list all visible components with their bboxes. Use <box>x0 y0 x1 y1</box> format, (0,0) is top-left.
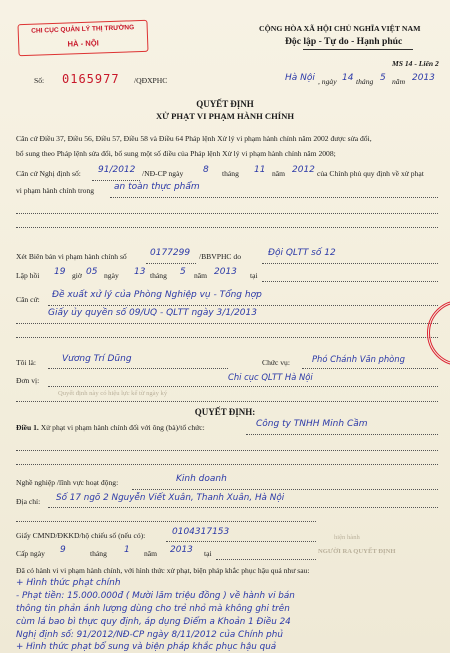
signer-name-label: Tôi là: <box>16 358 37 367</box>
agency-stamp <box>17 20 148 57</box>
date-place: Hà Nội <box>285 73 315 83</box>
handwritten-line-2: - Phạt tiền: 15.000.000đ ( Mười lăm triệu đồng ) về hành vi bán <box>16 591 295 601</box>
nation-title: CỘNG HÒA XÃ HỘI CHỦ NGHĨA VIỆT NAM <box>259 24 421 33</box>
motto: Độc lập - Tự do - Hạnh phúc <box>285 36 403 47</box>
number-suffix: /QĐXPHC <box>134 76 168 85</box>
decree-day: 8 <box>203 165 209 175</box>
motto-underline <box>303 49 413 50</box>
field-value: an toàn thực phẩm <box>114 182 200 192</box>
id-label: Giấy CMND/ĐKKD/hộ chiếu số (nếu có): <box>16 531 146 540</box>
faint-signer-heading: NGƯỜI RA QUYẾT ĐỊNH <box>318 548 396 555</box>
record-minute: 05 <box>86 267 98 277</box>
issue-year: 2013 <box>170 545 193 555</box>
signer-title: Phó Chánh Văn phòng <box>312 354 405 364</box>
stamp-line-2: HÀ - NỘI <box>67 38 99 49</box>
issue-month-label: tháng <box>90 549 107 558</box>
can-cu-line-2: Giấy ủy quyền số 09/UQ - QLTT ngày 3/1/2013 <box>48 308 257 318</box>
can-cu-line-1: Đề xuất xử lý của Phòng Nghiệp vụ - Tổng hợp <box>52 290 262 300</box>
issue-place-label: tại <box>204 549 212 558</box>
handwritten-line-4: cùm lá bao bì thực quy định, áp dụng Điểm a Khoản 1 Điều 24 <box>16 617 291 627</box>
date-day-label: , ngày <box>318 77 337 86</box>
id-value: 0104317153 <box>172 527 230 537</box>
record-year: 2013 <box>214 267 237 277</box>
place-label: tại <box>250 271 258 280</box>
month-label: tháng <box>150 271 167 280</box>
record-day: 13 <box>134 267 146 277</box>
date-year: 2013 <box>412 73 435 83</box>
signer-title-label: Chức vụ: <box>262 358 290 367</box>
decree-number: 91/2012 <box>98 165 136 175</box>
issue-year-label: năm <box>144 549 158 558</box>
basis-line-1: Căn cứ Điều 37, Điều 56, Điều 57, Điều 58 và Điều 64 Pháp lệnh Xử lý vi phạm hành chính năm 2002 được sửa đổi, <box>16 134 372 143</box>
date-year-label: năm <box>392 77 406 86</box>
date-day: 14 <box>342 73 354 83</box>
form-code: MS 14 - Liên 2 <box>392 59 439 68</box>
article-1-label: Điều 1. <box>16 423 39 432</box>
decree-year-label: năm <box>272 169 286 178</box>
issue-label: Cấp ngày <box>16 549 45 558</box>
record-label: Xét Biên bản vi phạm hành chính số <box>16 252 127 261</box>
faint-note-2: hiện hành <box>334 534 360 541</box>
date-month-label: tháng <box>356 77 374 86</box>
job-label: Nghề nghiệp /lĩnh vực hoạt động: <box>16 478 119 487</box>
stamp-line-1: CHI CỤC QUẢN LÝ THỊ TRƯỜNG <box>31 24 135 35</box>
basis-line-2: bổ sung theo Pháp lệnh sửa đổi, bổ sung một số điều của Pháp lệnh Xử lý vi phạm hành chính năm 2008; <box>16 149 336 158</box>
record-month: 5 <box>180 267 186 277</box>
can-cu-label: Căn cứ: <box>16 295 40 304</box>
year-label: năm <box>194 271 208 280</box>
decide-heading: QUYẾT ĐỊNH: <box>194 407 256 417</box>
decree-year: 2012 <box>292 165 315 175</box>
issue-day: 9 <box>60 545 66 555</box>
decree-tail: của Chính phủ quy định về xử phạt <box>317 169 424 178</box>
date-month: 5 <box>380 73 386 83</box>
address-value: Số 17 ngõ 2 Nguyễn Viết Xuân, Thanh Xuân, Hà Nội <box>56 493 285 503</box>
handwritten-line-1: + Hình thức phạt chính <box>16 578 121 588</box>
handwritten-line-6: + Hình thức phạt bổ sung và biện pháp khắc phục hậu quả <box>16 642 277 652</box>
job-value: Kinh doanh <box>176 474 227 484</box>
number-label: Số: <box>34 76 45 85</box>
record-number: 0177299 <box>150 248 191 258</box>
official-seal <box>427 300 450 366</box>
hour-label: giờ <box>72 271 82 280</box>
handwritten-line-5: Nghị định số: 91/2012/NĐ-CP ngày 8/11/2012 của Chính phủ <box>16 630 283 640</box>
issue-month: 1 <box>124 545 130 555</box>
decree-label: Căn cứ Nghị định số: <box>16 169 81 178</box>
signer-name: Vương Trí Dũng <box>62 354 132 364</box>
violator-org: Công ty TNHH Minh Cầm <box>256 419 368 429</box>
record-issuer: Đội QLTT số 12 <box>268 248 336 258</box>
article-1-text: Xử phạt vi phạm hành chính đối với ông (bà)/tổ chức: <box>40 423 205 432</box>
address-label: Địa chỉ: <box>16 497 41 506</box>
record-mid: /BBVPHC do <box>199 252 241 261</box>
signer-unit-label: Đơn vị: <box>16 376 40 385</box>
decision-number: 0165977 <box>62 72 120 86</box>
record-hour: 19 <box>54 267 66 277</box>
document-subtitle: XỬ PHẠT VI PHẠM HÀNH CHÍNH <box>155 111 295 121</box>
handwritten-line-3: thông tin phản ánh lượng dùng cho trẻ nhỏ mà không ghi trên <box>16 604 290 614</box>
decree-month-label: tháng <box>222 169 239 178</box>
decree-month: 11 <box>254 165 266 175</box>
decree-mid: /NĐ-CP ngày <box>142 169 184 178</box>
acts-label: Đã có hành vi vi phạm hành chính, với hình thức xử phạt, biện pháp khắc phục hậu quả như sau: <box>16 566 310 575</box>
document-title: QUYẾT ĐỊNH <box>196 99 254 109</box>
faint-note-1: Quyết định này có hiệu lực kể từ ngày ký <box>58 390 168 397</box>
time-label: Lập hồi <box>16 271 40 280</box>
signer-unit: Chi cục QLTT Hà Nội <box>228 372 313 382</box>
field-label: vi phạm hành chính trong <box>16 186 95 195</box>
day-label: ngày <box>104 271 119 280</box>
